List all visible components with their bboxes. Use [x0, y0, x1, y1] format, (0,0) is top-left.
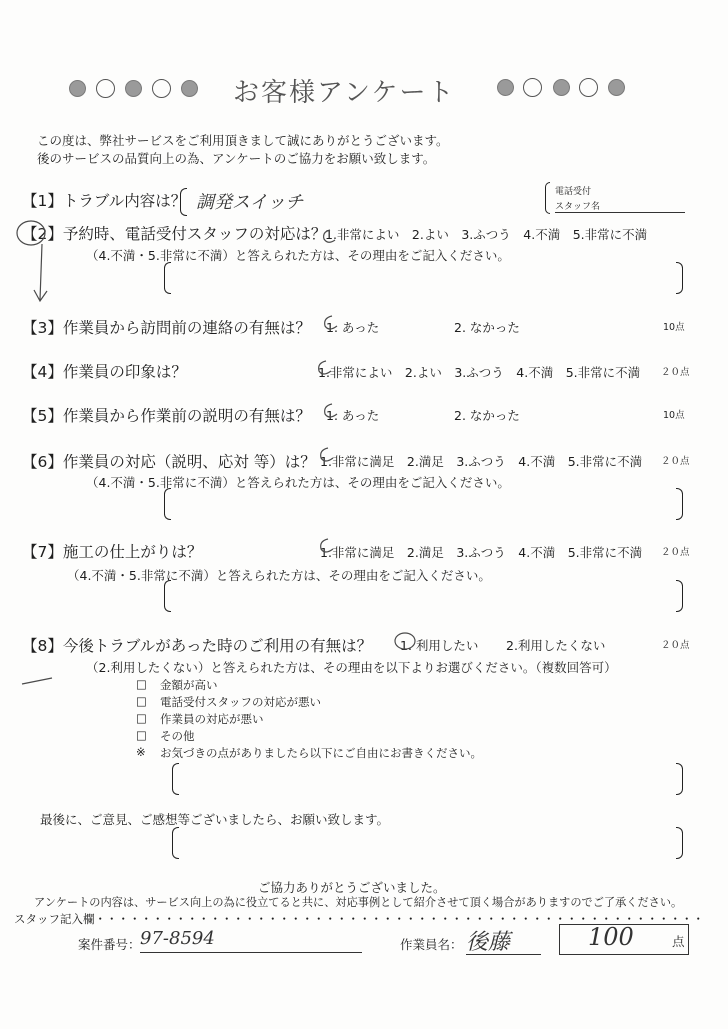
- bracket-left: [545, 182, 550, 214]
- dash-mark: [22, 678, 52, 684]
- bracket-left: [172, 827, 179, 859]
- checkbox-icon[interactable]: □: [136, 677, 147, 691]
- q7-label: 【7】施工の仕上がりは？: [22, 543, 203, 561]
- q5-option-2[interactable]: 2. なかった: [454, 408, 520, 423]
- q8-option-1[interactable]: 1. 利用したい: [400, 638, 479, 653]
- final-comment-prompt: 最後に、ご意見、ご感想等ございましたら、お願い致します。: [40, 812, 390, 827]
- filled-circle-icon: [608, 79, 625, 96]
- bracket-left: [164, 262, 171, 294]
- bracket-left: [164, 488, 171, 520]
- q8-label: 【8】今後トラブルがあった時のご利用の有無は？: [22, 637, 373, 655]
- staff-field-label: スタッフ記入欄・・・・・・・・・・・・・・・・・・・・・・・・・・・・・・・・・・・・・・・・・・・・・・・・・・・・・: [14, 912, 704, 926]
- page-title: お客様アンケート: [233, 78, 456, 108]
- q4-options[interactable]: 1.非常によい 2.よい 3.ふつう 4.不満 5.非常に不満: [318, 365, 641, 380]
- bracket-right: [676, 827, 683, 859]
- bracket-left: [164, 580, 171, 612]
- q6-points: ２０点: [661, 456, 690, 467]
- q8-option-2[interactable]: 2.利用したくない: [506, 638, 606, 653]
- q3-points: 10点: [663, 322, 685, 333]
- filled-circle-icon: [181, 80, 198, 97]
- q2-reason-prompt: （4.不満・5.非常に不満）と答えられた方は、その理由をご記入ください。: [86, 248, 510, 263]
- q5-label: 【5】作業員から作業前の説明の有無は？: [22, 407, 311, 425]
- usage-note: アンケートの内容は、サービス向上の為に役立てると共に、対応事例として紹介させて頂く場合がありますのでご了承ください。: [34, 896, 683, 909]
- q3-label: 【3】作業員から訪問前の連絡の有無は？: [22, 319, 311, 337]
- q7-options[interactable]: 1.非常に満足 2.満足 3.ふつう 4.不満 5.非常に不満: [320, 545, 643, 560]
- q3-option-1[interactable]: 1. あった: [326, 320, 380, 335]
- intro-line-1: この度は、弊社サービスをご利用頂きまして誠にありがとうございます。: [37, 133, 449, 148]
- q3-option-2[interactable]: 2. なかった: [454, 320, 520, 335]
- choice-label: その他: [160, 729, 195, 743]
- worker-name-label: 作業員名：: [400, 937, 463, 952]
- q4-points: ２０点: [661, 367, 690, 378]
- q2-label: 【2】予約時、電話受付スタッフの対応は？: [22, 225, 327, 243]
- checkbox-icon[interactable]: □: [136, 728, 147, 742]
- circle-icon: [152, 79, 171, 98]
- filled-circle-icon: [69, 80, 86, 97]
- choice-label: 作業員の対応が悪い: [160, 712, 264, 726]
- worker-name-underline: [466, 954, 541, 955]
- free-comment-prompt: お気づきの点がありましたら以下にご自由にお書きください。: [160, 746, 482, 760]
- case-number-value[interactable]: 97-8594: [140, 928, 215, 949]
- circle-icon: [96, 79, 115, 98]
- q5-option-1[interactable]: 1. あった: [326, 408, 380, 423]
- bracket-right: [676, 763, 683, 795]
- checkbox-icon[interactable]: □: [136, 711, 147, 725]
- choice-label: 金額が高い: [160, 678, 218, 692]
- choice-label: 電話受付スタッフの対応が悪い: [160, 695, 321, 709]
- bracket-left: [180, 188, 187, 216]
- intro-line-2: 後のサービスの品質向上の為、アンケートのご協力をお願い致します。: [37, 151, 436, 166]
- case-number-underline: [140, 952, 362, 953]
- bracket-right: [676, 488, 683, 520]
- staff-box-line1: 電話受付: [555, 187, 592, 197]
- q2-options[interactable]: 1.非常によい 2.よい 3.ふつう 4.不満 5.非常に不満: [325, 227, 648, 242]
- q7-reason-prompt: （4.不満・5.非常に不満）と答えられた方は、その理由をご記入ください。: [67, 568, 491, 583]
- worker-name-value[interactable]: 後藤: [466, 930, 511, 955]
- q8-points: ２０点: [661, 640, 690, 651]
- circle-icon: [523, 78, 542, 97]
- bracket-left: [172, 763, 179, 795]
- bracket-right: [676, 580, 683, 612]
- filled-circle-icon: [125, 80, 142, 97]
- down-arrow-mark: [34, 244, 47, 301]
- q6-options[interactable]: 1.非常に満足 2.満足 3.ふつう 4.不満 5.非常に不満: [320, 454, 643, 469]
- score-value: 100: [588, 923, 634, 951]
- circle-icon: [579, 78, 598, 97]
- q1-label: 【1】トラブル内容は？: [22, 192, 187, 210]
- q8-reason-prompt: （2.利用したくない）と答えられた方は、その理由を以下よりお選びください。（複数回答可）: [86, 660, 617, 675]
- q6-reason-prompt: （4.不満・5.非常に不満）と答えられた方は、その理由をご記入ください。: [86, 475, 510, 490]
- checkbox-icon[interactable]: □: [136, 694, 147, 708]
- q7-points: ２０点: [661, 547, 690, 558]
- score-box[interactable]: [559, 924, 689, 955]
- staff-name-line[interactable]: [555, 212, 685, 213]
- staff-box-line2: スタッフ名: [555, 202, 601, 212]
- thanks-text: ご協力ありがとうございました。: [258, 880, 446, 895]
- case-number-label: 案件番号：: [78, 937, 141, 952]
- q1-answer[interactable]: 調発スイッチ: [196, 192, 304, 213]
- reference-mark-icon: ※: [136, 745, 146, 759]
- score-unit: 点: [672, 934, 685, 949]
- q4-label: 【4】作業員の印象は？: [22, 363, 187, 381]
- q5-points: 10点: [663, 410, 685, 421]
- q6-label: 【6】作業員の対応（説明、応対 等）は？: [22, 453, 316, 471]
- bracket-right: [676, 262, 683, 294]
- filled-circle-icon: [497, 79, 514, 96]
- filled-circle-icon: [553, 79, 570, 96]
